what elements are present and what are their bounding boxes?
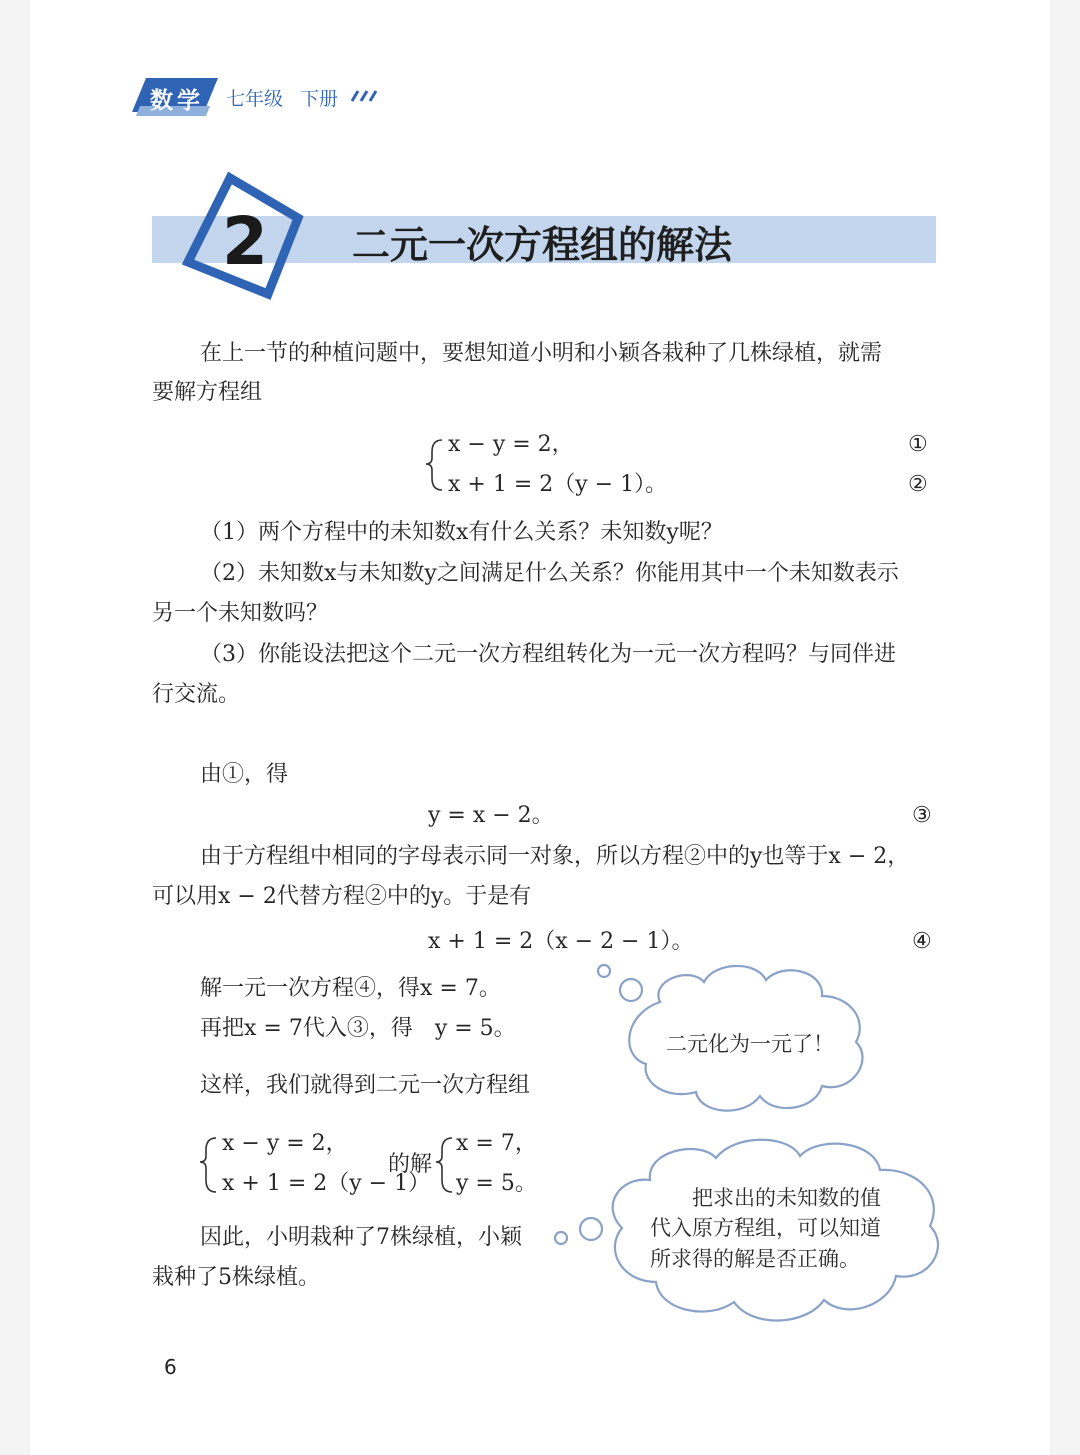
volume-label: 下册 — [300, 88, 339, 110]
equation-4: x + 1 = 2（x − 2 − 1）。 — [428, 929, 694, 954]
subject-label: 数学 — [150, 88, 204, 114]
bubble-2-line-1: 把求出的未知数的值 — [692, 1186, 881, 1210]
solution-brace — [436, 1138, 452, 1192]
solve-equation-4: 解一元一次方程④，得x = 7。 — [200, 976, 501, 1001]
system1-eq1: x − y = 2， — [448, 432, 574, 457]
equation-mark-3: ③ — [912, 803, 932, 828]
equation-3: y = x − 2。 — [428, 803, 554, 828]
final-line-2: 栽种了5株绿植。 — [152, 1265, 320, 1290]
system1-brace — [426, 440, 442, 490]
question-1: （1）两个方程中的未知数x有什么关系？未知数y呢？ — [200, 520, 723, 545]
explain-line-1: 由于方程组中相同的字母表示同一对象，所以方程②中的y也等于x − 2， — [200, 844, 910, 869]
question-2-line-2: 另一个未知数吗？ — [152, 601, 329, 626]
equation-mark-4: ④ — [912, 929, 932, 954]
page-number: 6 — [164, 1355, 177, 1379]
question-3-line-1: （3）你能设法把这个二元一次方程组转化为一元一次方程吗？与同伴进 — [200, 642, 896, 667]
question-3-line-2: 行交流。 — [152, 682, 241, 707]
bubble-2-line-3: 所求得的解是否正确。 — [650, 1247, 860, 1271]
system1-eq2: x + 1 = 2（y − 1）。 — [448, 472, 668, 497]
header — [0, 0, 1080, 130]
section-title: 二元一次方程组的解法 — [352, 222, 733, 267]
intro-line-1: 在上一节的种植问题中，要想知道小明和小颖各栽种了几株绿植，就需 — [200, 341, 883, 366]
solution-x: x = 7， — [456, 1131, 537, 1156]
solution-from-1: 由①，得 — [200, 762, 289, 787]
section-number: 2 — [222, 203, 268, 280]
system2-eq2: x + 1 = 2（y − 1） — [222, 1171, 431, 1196]
grade-label: 七年级 — [226, 88, 284, 110]
solution-y: y = 5。 — [456, 1171, 537, 1196]
substitute-line: 再把x = 7代入③，得 y = 5。 — [200, 1016, 516, 1041]
final-line-1: 因此，小明栽种了7株绿植，小颖 — [200, 1225, 522, 1250]
system2-eq1: x − y = 2， — [222, 1131, 348, 1156]
question-2-line-1: （2）未知数x与未知数y之间满足什么关系？你能用其中一个未知数表示 — [200, 561, 899, 586]
equation-mark-2: ② — [908, 472, 928, 497]
bubble-2-line-2: 代入原方程组，可以知道 — [650, 1216, 881, 1240]
conclude-intro: 这样，我们就得到二元一次方程组 — [200, 1073, 531, 1098]
explain-line-2: 可以用x − 2代替方程②中的y。于是有 — [152, 884, 532, 909]
equation-mark-1: ① — [908, 432, 928, 457]
of-solution-label: 的解 — [388, 1152, 433, 1177]
system2-brace — [200, 1138, 216, 1192]
intro-line-2: 要解方程组 — [152, 380, 263, 405]
bubble-1-text: 二元化为一元了！ — [666, 1032, 834, 1056]
